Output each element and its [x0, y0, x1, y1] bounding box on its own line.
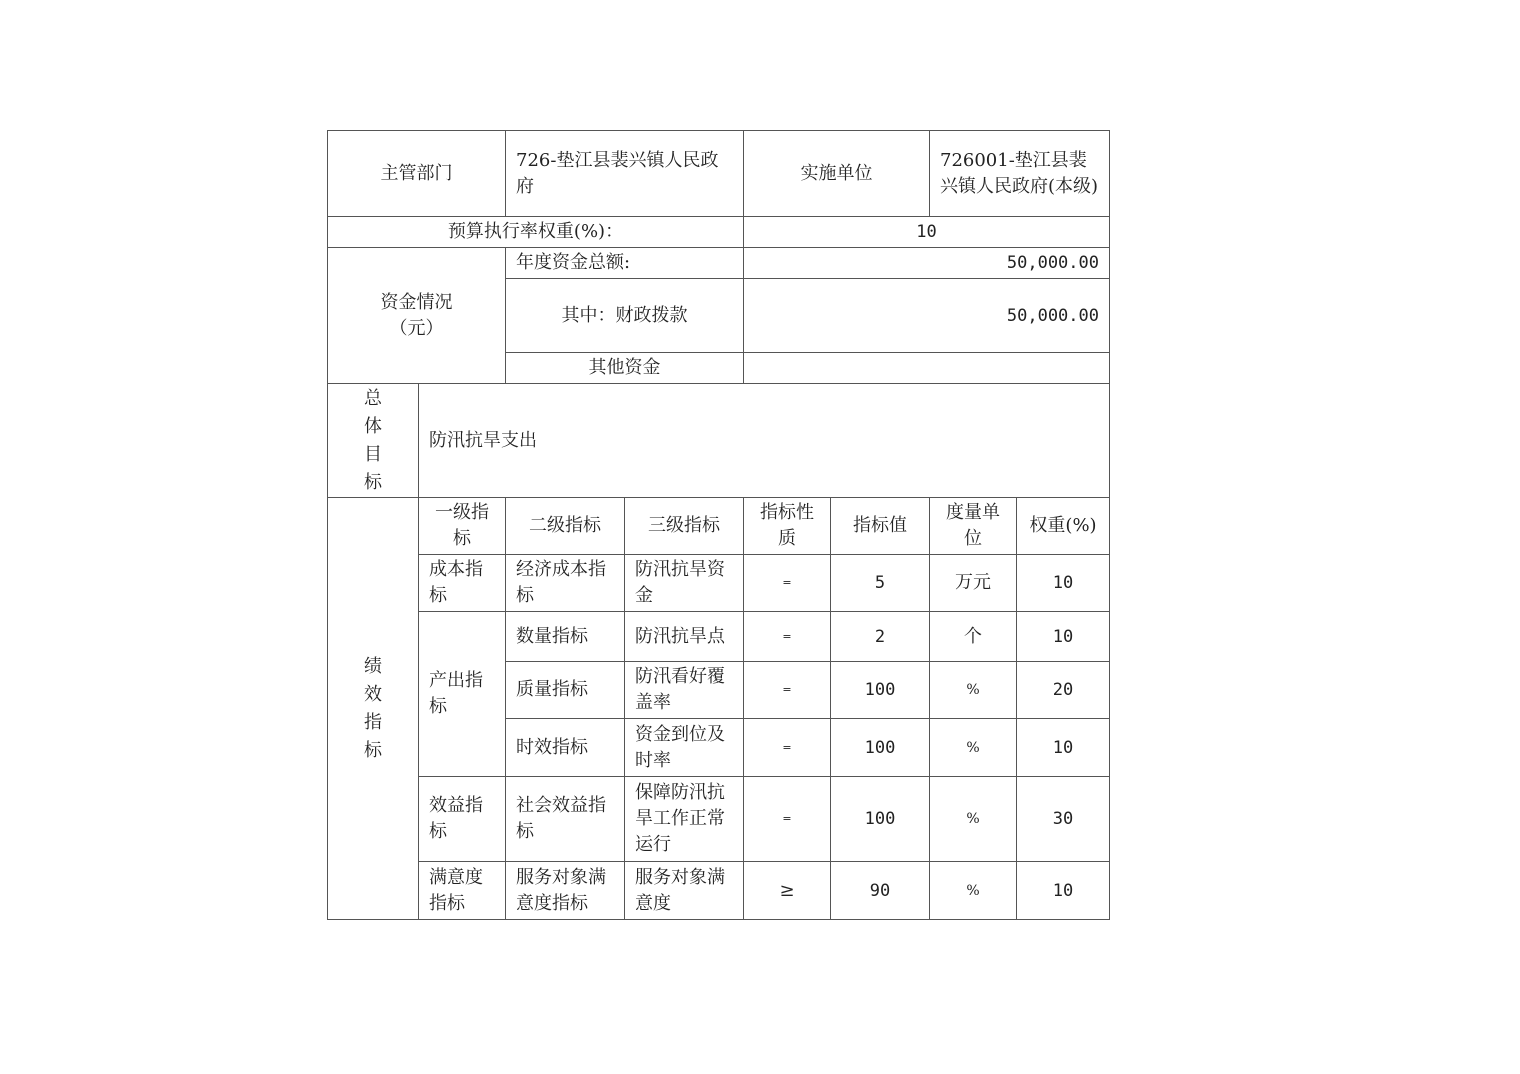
weight-cell: 10	[1017, 719, 1110, 777]
funds-total-value: 50,000.00	[744, 248, 1110, 279]
nature-cell: =	[744, 555, 831, 612]
nature-cell: =	[744, 612, 831, 662]
weight-cell: 10	[1017, 555, 1110, 612]
unit-cell: %	[930, 862, 1017, 920]
table-row	[328, 862, 1110, 920]
level2-cell: 服务对象满意度指标	[506, 862, 625, 920]
header-weight: 权重(%)	[1017, 498, 1110, 555]
dept-value: 726-垫江县裴兴镇人民政府	[506, 131, 744, 217]
table-row	[328, 555, 1110, 612]
weight-cell: 10	[1017, 612, 1110, 662]
weight-cell: 10	[1017, 862, 1110, 920]
nature-cell: ≥	[744, 862, 831, 920]
impl-value: 726001-垫江县裴兴镇人民政府(本级)	[930, 131, 1110, 217]
budget-rate-label: 预算执行率权重(%)：	[328, 217, 744, 248]
header-row	[328, 131, 1110, 217]
level2-cell: 时效指标	[506, 719, 625, 777]
level2-cell: 质量指标	[506, 662, 625, 719]
header-level2: 二级指标	[506, 498, 625, 555]
group-satisfaction: 满意度指标	[419, 862, 506, 920]
budget-rate-row	[328, 217, 1110, 248]
level3-cell: 资金到位及时率	[625, 719, 744, 777]
level3-cell: 防汛抗旱资金	[625, 555, 744, 612]
funds-total-label: 年度资金总额:	[506, 248, 744, 279]
value-cell: 5	[831, 555, 930, 612]
funds-label-line1: 资金情况	[380, 291, 453, 313]
indicator-header-row	[328, 498, 1110, 555]
budget-rate-value: 10	[744, 217, 1110, 248]
indicator-section-label: 绩效指标	[328, 498, 419, 920]
header-value: 指标值	[831, 498, 930, 555]
value-cell: 90	[831, 862, 930, 920]
impl-label: 实施单位	[744, 131, 930, 217]
group-output: 产出指标	[419, 612, 506, 777]
goal-text: 防汛抗旱支出	[419, 384, 1110, 498]
unit-cell: %	[930, 777, 1017, 862]
weight-cell: 30	[1017, 777, 1110, 862]
table-row	[328, 612, 1110, 662]
header-nature: 指标性质	[744, 498, 831, 555]
funds-other-label: 其他资金	[506, 353, 744, 384]
funds-fiscal-value: 50,000.00	[744, 279, 1110, 353]
unit-cell: %	[930, 662, 1017, 719]
unit-cell: %	[930, 719, 1017, 777]
header-unit: 度量单位	[930, 498, 1017, 555]
unit-cell: 万元	[930, 555, 1017, 612]
funds-label	[328, 248, 506, 384]
value-cell: 100	[831, 662, 930, 719]
group-cost: 成本指标	[419, 555, 506, 612]
level2-cell: 经济成本指标	[506, 555, 625, 612]
value-cell: 2	[831, 612, 930, 662]
funds-other-value	[744, 353, 1110, 384]
group-benefit: 效益指标	[419, 777, 506, 862]
header-level1: 一级指标	[419, 498, 506, 555]
nature-cell: =	[744, 719, 831, 777]
performance-target-table	[327, 130, 1110, 920]
level2-cell: 社会效益指标	[506, 777, 625, 862]
weight-cell: 20	[1017, 662, 1110, 719]
unit-cell: 个	[930, 612, 1017, 662]
header-level3: 三级指标	[625, 498, 744, 555]
nature-cell: =	[744, 662, 831, 719]
level3-cell: 服务对象满意度	[625, 862, 744, 920]
table-row	[328, 777, 1110, 862]
level3-cell: 保障防汛抗旱工作正常运行	[625, 777, 744, 862]
goal-row	[328, 384, 1110, 498]
funds-label-line2: （元）	[389, 317, 444, 339]
funds-fiscal-label: 其中：财政拨款	[506, 279, 744, 353]
value-cell: 100	[831, 719, 930, 777]
level2-cell: 数量指标	[506, 612, 625, 662]
nature-cell: =	[744, 777, 831, 862]
dept-label: 主管部门	[328, 131, 506, 217]
level3-cell: 防汛抗旱点	[625, 612, 744, 662]
funds-total-row	[328, 248, 1110, 279]
value-cell: 100	[831, 777, 930, 862]
goal-label: 总体目标	[328, 384, 419, 498]
level3-cell: 防汛看好覆盖率	[625, 662, 744, 719]
